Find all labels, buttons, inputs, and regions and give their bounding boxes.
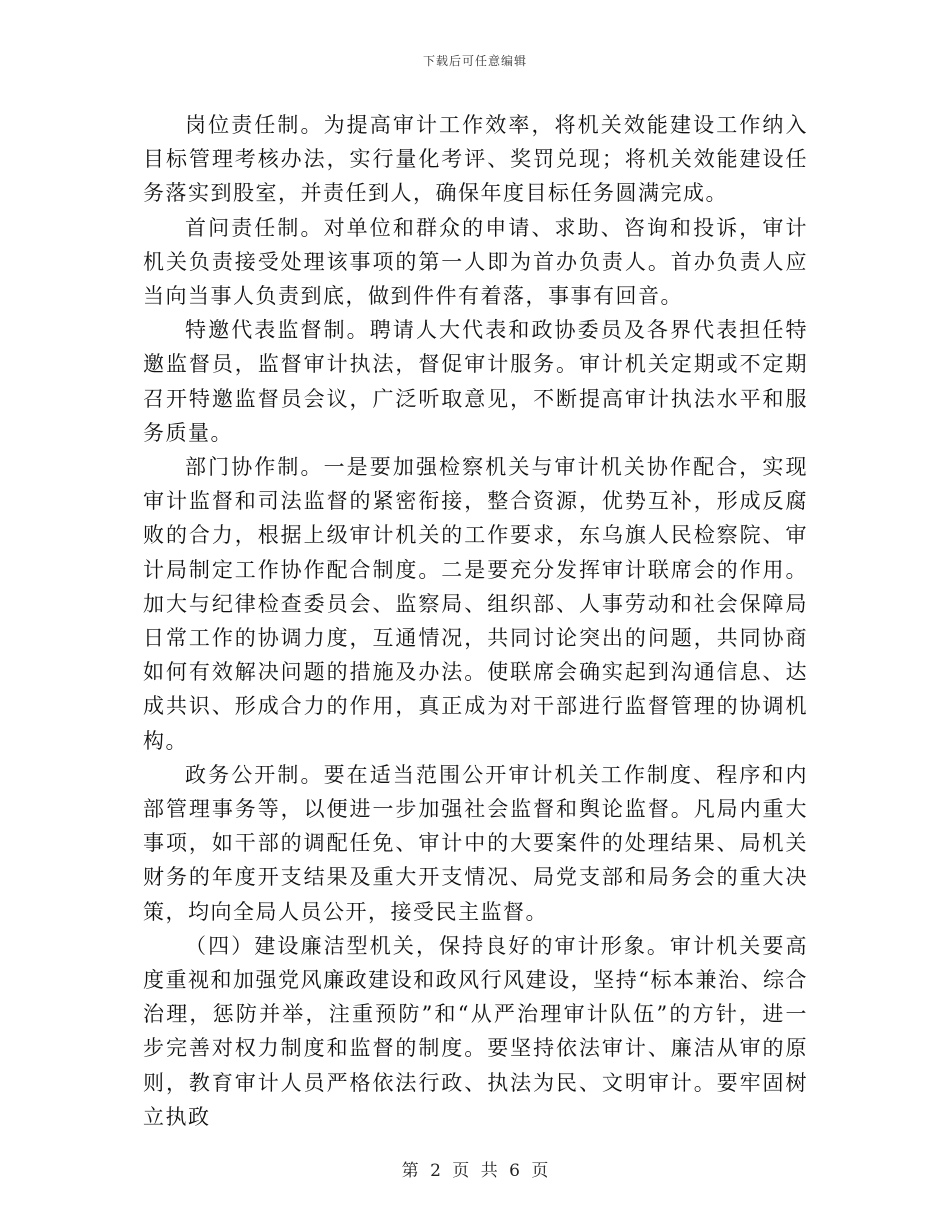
header-note: 下载后可任意编辑 — [422, 54, 527, 68]
paragraph-special-supervision: 特邀代表监督制。聘请人大代表和政协委员及各界代表担任特邀监督员，监督审计执法，督促审计服务。审计机关定期或不定期召开特邀监督员会议，广泛听取意见，不断提高审计执法水平和服务质量。 — [143, 318, 808, 445]
paragraph-first-inquiry: 首问责任制。对单位和群众的申请、求助、咨询和投诉，审计机关负责接受处理该事项的第一人即为首办负责人。首办负责人应当向当事人负责到底，做到件件有着落，事事有回音。 — [143, 215, 808, 309]
paragraph-department-cooperation: 部门协作制。一是要加强检察机关与审计机关协作配合，实现审计监督和司法监督的紧密衔接，整合资源，优势互补，形成反腐败的合力，根据上级审计机关的工作要求，东乌旗人民检察院、审计局制定工作协作配合制度。二是要充分发挥审计联席会的作用。加大与纪律检查委员会、监察局、组织部、人事劳动和社会保障局日常工作的协调力度，互通情况，共同讨论突出的问题，共同协商如何有效解决问题的措施及办法。使联席会确实起到沟通信息、达成共识、形成合力的作用，真正成为对干部进行监督管理的协调机构。 — [143, 455, 808, 753]
document-body — [143, 108, 808, 1134]
page-number-footer: 第 2 页 共 6 页 — [401, 1161, 549, 1181]
paragraph-government-affairs-open: 政务公开制。要在适当范围公开审计机关工作制度、程序和内部管理事务等，以便进一步加强社会监督和舆论监督。凡局内重大事项，如干部的调配任免、审计中的大要案件的处理结果、局机关财务的年度开支结果及重大开支情况、局党支部和局务会的重大决策，均向全局人员公开，接受民主监督。 — [143, 762, 808, 924]
paragraph-clean-organization: （四）建设廉洁型机关，保持良好的审计形象。审计机关要高度重视和加强党风廉政建设和政风行风建设，坚持“标本兼治、综合治理，惩防并举，注重预防”和“从严治理审计队伍”的方针，进一步完善对权力制度和监督的制度。要坚持依法审计、廉洁从审的原则，教育审计人员严格依法行政、执法为民、文明审计。要牢固树立执政 — [143, 933, 808, 1129]
paragraph-job-responsibility: 岗位责任制。为提高审计工作效率，将机关效能建设工作纳入目标管理考核办法，实行量化考评、奖罚兑现；将机关效能建设任务落实到股室，并责任到人，确保年度目标任务圆满完成。 — [143, 113, 808, 206]
